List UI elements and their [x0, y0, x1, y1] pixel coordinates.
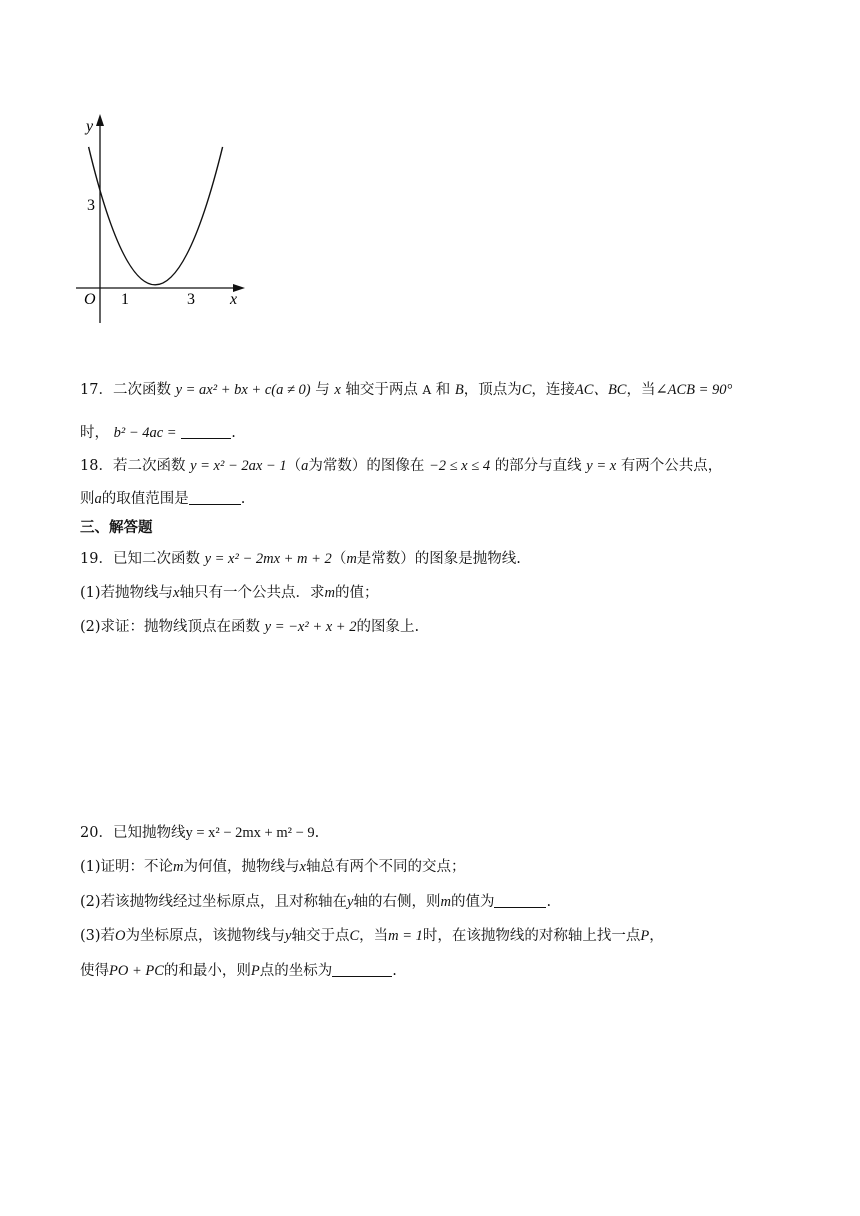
q17-line1 [80, 380, 732, 400]
q17-answer-blank[interactable] [181, 424, 231, 439]
q20-p3-label: (3) [80, 928, 101, 944]
q18-equation: y = x² − 2ax − 1 [190, 458, 287, 474]
q20-p3-line2-end: . [392, 963, 397, 979]
q18-a: a [301, 458, 309, 474]
q19-line1 [80, 549, 521, 569]
origin-label: O [84, 291, 96, 308]
q20-part3 [80, 926, 664, 946]
q20-p3-text2: 为坐标原点，该抛物线与 [125, 928, 286, 944]
q19-p1-m: m [324, 585, 335, 601]
q20-p3-text4: ，当 [359, 928, 389, 944]
q17-text7: ，当 [626, 382, 656, 398]
q20-p3-line2-equation: PO + PC [109, 963, 164, 979]
q19-number: 19． [80, 551, 113, 567]
q17-line2 [80, 423, 236, 443]
q19-p1-text1: 若抛物线与 [100, 585, 174, 601]
q18-line1 [80, 456, 722, 476]
q17-discriminant: b² − 4ac = [113, 425, 177, 441]
q17-equation: y = ax² + bx + c(a ≠ 0) [175, 382, 311, 398]
q20-text1: 已知抛物线 [112, 825, 186, 841]
q19-text2: （ [331, 551, 347, 567]
q19-p1-x: x [173, 585, 180, 601]
q17-text6: ，连接 [531, 382, 575, 398]
q18-end: . [240, 491, 246, 507]
q20-p3-answer-blank[interactable] [332, 962, 392, 977]
q17-text3: 轴交于两点 [345, 382, 418, 398]
q19-part2 [80, 617, 419, 637]
q20-part3-line2 [80, 961, 397, 981]
q17-text2: 与 [315, 382, 330, 398]
q20-p3-line2-text2: 的和最小，则 [163, 963, 251, 979]
y-axis-arrow [96, 114, 104, 126]
q20-number: 20． [80, 825, 113, 841]
q17-C: C [521, 382, 532, 398]
parabola-graph [70, 108, 260, 328]
q18-answer-blank[interactable] [189, 490, 241, 505]
q20-p3-text6: ， [649, 928, 664, 944]
q20-p3-m: m = 1 [388, 928, 423, 944]
q18-text3: 为常数）的图像在 [308, 458, 425, 474]
q20-p2-text2: 轴的右侧，则 [353, 894, 441, 910]
x-tick-1-label: 1 [121, 291, 129, 308]
q20-p3-text3: 轴交于点 [291, 928, 350, 944]
q20-p2-m: m [440, 894, 451, 910]
q20-p3-text5: 时，在该抛物线的对称轴上找一点 [422, 928, 641, 944]
q18-line2-a: a [94, 491, 102, 507]
q20-p3-text1: 若 [100, 928, 116, 944]
q20-p1-x: x [299, 859, 306, 875]
q20-p2-text3: 的值为 [450, 894, 495, 910]
q20-part2 [80, 892, 551, 912]
q20-p3-line2-text1: 使得 [80, 963, 109, 979]
q19-p1-text3: 的值； [334, 585, 379, 601]
q17-A: A [422, 383, 432, 397]
y-intercept-label: 3 [87, 197, 95, 214]
q18-text2: （ [286, 458, 302, 474]
y-axis-label: y [86, 118, 94, 135]
q17-text1: 二次函数 [112, 382, 171, 398]
q17-segments: AC、BC [574, 382, 627, 398]
q18-line2 [80, 489, 245, 509]
q20-line1 [80, 823, 319, 843]
q20-p1-label: (1) [80, 859, 101, 875]
q17-text4: 和 [435, 382, 451, 398]
q19-text1: 已知二次函数 [112, 551, 200, 567]
q17-line2-text: 时， [80, 425, 109, 441]
x-axis-label: x [230, 291, 238, 308]
q20-p3-C: C [349, 928, 360, 944]
q17-B: B [454, 382, 464, 398]
q19-equation: y = x² − 2mx + m + 2 [204, 551, 332, 567]
q19-text3: 是常数）的图象是抛物线. [356, 551, 521, 567]
q20-p1-text3: 轴总有两个不同的交点； [305, 859, 466, 875]
q17-number: 17． [80, 382, 113, 398]
q20-p3-O: O [115, 928, 126, 944]
q19-p1-text2: 轴只有一个公共点．求 [179, 585, 325, 601]
q19-part1 [80, 583, 378, 603]
section-title: 三、解答题 [80, 519, 153, 536]
q18-line2-text2: 的取值范围是 [101, 491, 189, 507]
q20-p2-answer-blank[interactable] [494, 893, 546, 908]
q17-x: x [334, 382, 341, 398]
q20-p2-text1: 若该抛物线经过坐标原点，且对称轴在 [100, 894, 348, 910]
q17-end: . [231, 425, 236, 441]
q19-p2-text1: 求证：抛物线顶点在函数 [100, 619, 261, 635]
x-tick-3-label: 3 [187, 291, 195, 308]
q18-text4: 的部分与直线 [494, 458, 582, 474]
q20-p2-y: y [347, 894, 354, 910]
q19-p2-equation: y = −x² + x + 2 [264, 619, 357, 635]
q20-p2-end: . [546, 894, 552, 910]
q17-angle: ∠ACB = 90° [655, 382, 733, 398]
q20-p2-label: (2) [80, 894, 101, 910]
q18-number: 18． [80, 458, 113, 474]
q19-p2-label: (2) [80, 619, 101, 635]
q19-p1-label: (1) [80, 585, 101, 601]
q20-text2: . [314, 825, 320, 841]
q18-text5: 有两个公共点， [620, 458, 723, 474]
q20-p3-y: y [285, 928, 292, 944]
q20-p1-text1: 证明：不论 [100, 859, 174, 875]
q18-line-eq: y = x [586, 458, 617, 474]
parabola-curve [89, 147, 223, 285]
q20-part1 [80, 857, 465, 877]
q20-p3-P: P [640, 928, 650, 944]
q20-equation: y = x² − 2mx + m² − 9 [185, 825, 315, 841]
q20-p3-line2-P: P [250, 963, 260, 979]
q18-range: −2 ≤ x ≤ 4 [428, 458, 491, 474]
q18-text1: 若二次函数 [112, 458, 186, 474]
q19-p2-text2: 的图象上. [356, 619, 420, 635]
q20-p1-text2: 为何值，抛物线与 [183, 859, 300, 875]
q17-text5: ，顶点为 [463, 382, 522, 398]
q20-p1-m: m [173, 859, 184, 875]
q20-p3-line2-text3: 点的坐标为 [259, 963, 333, 979]
q18-line2-text1: 则 [80, 491, 95, 507]
q19-m: m [346, 551, 357, 567]
